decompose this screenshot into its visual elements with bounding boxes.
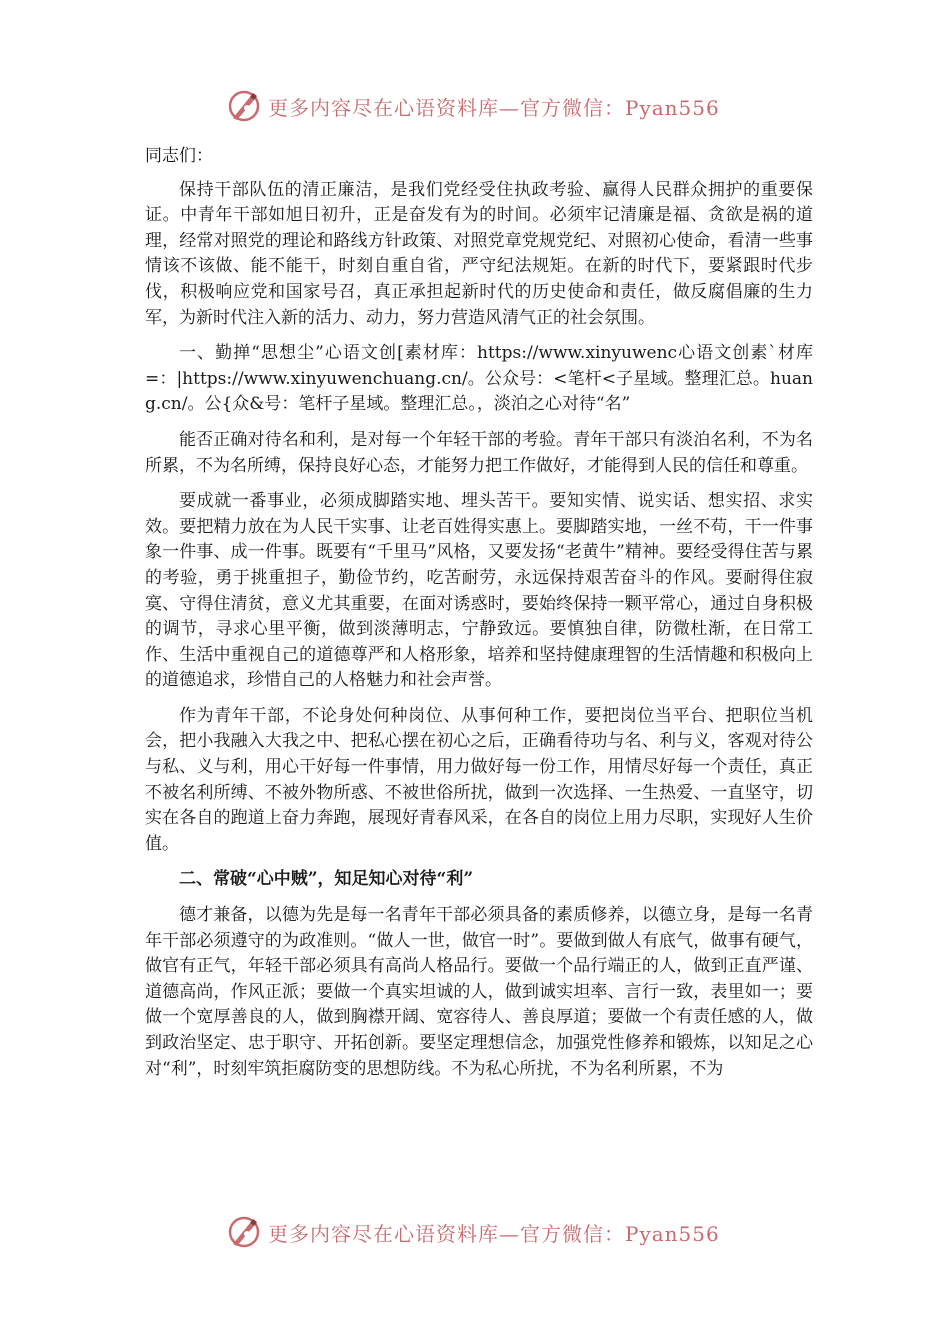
- document-body: [145, 144, 813, 1092]
- section-heading-2: 二、常破“心中贼”，知足知心对待“利”: [179, 869, 474, 890]
- section-heading-1: 一、勤掸“思想尘”心语文创[素材库：https://www.xinyuwenc心语文创素`材库=：|https://www.xinyuwenchuang.cn/。公众号：<笔杆<子星域。整理汇总。huang.cn/。公{众&号：笔杆子星域。整理汇总。，淡泊之心对待“名”: [145, 343, 813, 415]
- paragraph: 能否正确对待名和利，是对每一个年轻干部的考验。青年干部只有淡泊名利，不为名所累，不为名所缚，保持良好心态，才能努力把工作做好，才能得到人民的信任和尊重。: [145, 429, 813, 476]
- header-watermark-banner: [226, 86, 720, 126]
- pen-logo-icon: [226, 1214, 262, 1250]
- paragraph: 作为青年干部，不论身处何种岗位、从事何种工作，要把岗位当平台、把职位当机会，把小我融入大我之中、把私心摆在初心之后，正确看待功与名、利与义，客观对待公与私、义与利，用心干好每一件事情，用力做好每一份工作，用情尽好每一个责任，真正不被名利所缚、不被外物所惑、不被世俗所扰，做到一次选择、一生热爱、一直坚守，切实在各自的跑道上奋力奔跑，展现好青春风采，在各自的岗位上用力尽职，实现好人生价值。: [145, 705, 813, 854]
- banner-text: 更多内容尽在心语资料库—官方微信：Pyan556: [268, 1221, 720, 1246]
- pen-logo-icon: [226, 88, 262, 124]
- paragraph: 要成就一番事业，必须成脚踏实地、埋头苦干。要知实情、说实话、想实招、求实效。要把精力放在为人民干实事、让老百姓得实惠上。要脚踏实地，一丝不苟，干一件事象一件事、成一件事。既要有“千里马”风格，又要发扬“老黄牛”精神。要经受得住苦与累的考验，勇于挑重担子，勤俭节约，吃苦耐劳，永远保持艰苦奋斗的作风。要耐得住寂寞、守得住清贫，意义尤其重要，在面对诱惑时，要始终保持一颗平常心，通过自身积极的调节，寻求心里平衡，做到淡薄明志，宁静致远。要慎独自律，防微杜渐，在日常工作、生活中重视自己的道德尊严和人格形象，培养和坚持健康理智的生活情趣和积极向上的道德追求，珍惜自己的人格魅力和社会声誉。: [145, 491, 813, 691]
- banner-text: 更多内容尽在心语资料库—官方微信：Pyan556: [268, 95, 720, 120]
- footer-watermark-banner: [226, 1212, 720, 1252]
- paragraph: 保持干部队伍的清正廉洁，是我们党经受住执政考验、赢得人民群众拥护的重要保证。中青年干部如旭日初升，正是奋发有为的时间。必须牢记清廉是福、贪欲是祸的道理，经常对照党的理论和路线方针政策、对照党章党规党纪、对照初心使命，看清一些事情该不该做、能不能干，时刻自重自省，严守纪法规矩。在新的时代下，要紧跟时代步伐，积极响应党和国家号召，真正承担起新时代的历史使命和责任，做反腐倡廉的生力军，为新时代注入新的活力、动力，努力营造风清气正的社会氛围。: [145, 179, 813, 328]
- paragraph: 德才兼备，以德为先是每一名青年干部必须具备的素质修养，以德立身，是每一名青年干部必须遵守的为政准则。“做人一世，做官一时”。要做到做人有底气，做事有硬气，做官有正气，年轻干部必须具有高尚人格品行。要做一个品行端正的人，做到正直严谨、道德高尚，作风正派；要做一个真实坦诚的人，做到诚实坦率、言行一致，表里如一；要做一个宽厚善良的人，做到胸襟开阔、宽容待人、善良厚道；要做一个有责任感的人，做到政治坚定、忠于职守、开拓创新。要坚定理想信念，加强党性修养和锻炼，以知足之心对“利”，时刻牢筑拒腐防变的思想防线。不为私心所扰，不为名利所累，不为: [145, 905, 813, 1079]
- salutation: 同志们：: [145, 146, 213, 166]
